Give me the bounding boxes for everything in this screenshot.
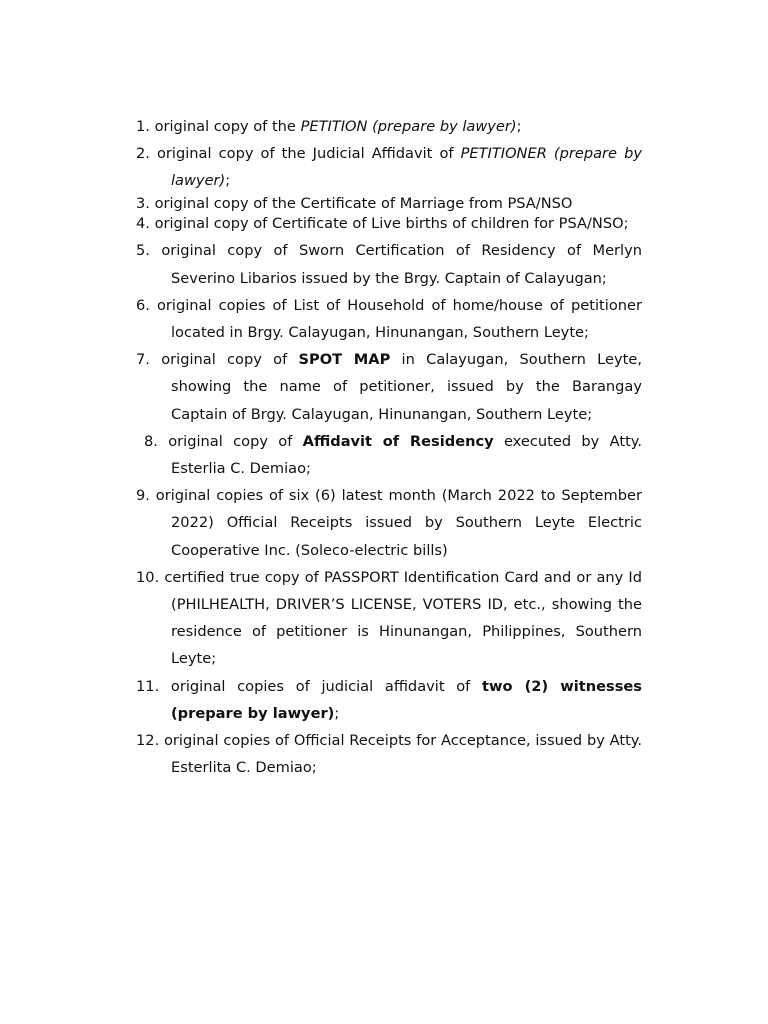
item-text: original copy of the	[149, 118, 301, 135]
item-text: ;	[334, 704, 340, 722]
item-text-bold: SPOT MAP	[298, 351, 391, 369]
item-number: 12.	[136, 731, 160, 749]
item-text: original copy of the Certificate of Marriage from PSA/NSO	[149, 194, 573, 212]
item-number: 6.	[136, 296, 150, 314]
item-text-bold: two (2) witnesses (prepare by lawyer)	[171, 677, 642, 722]
item-number: 9.	[136, 487, 150, 505]
item-text: ;	[225, 172, 231, 190]
item-number: 8.	[144, 432, 158, 450]
item-number: 2.	[136, 145, 150, 163]
item-text: executed by Atty. Esterlia C. Demiao;	[171, 432, 642, 477]
item-number: 4.	[136, 215, 150, 233]
item-number: 3.	[136, 194, 150, 212]
list-item	[136, 673, 642, 727]
item-text-bold: Affidavit of Residency	[302, 432, 494, 450]
item-text: original copy of the Judicial Affidavit of	[149, 145, 461, 163]
requirements-list	[136, 113, 642, 781]
list-item	[136, 482, 642, 564]
item-text: certified true copy of PASSPORT Identification Card and or any Id (PHILHEALTH, DRIVER’S LICENSE, VOTERS ID, etc., showing the residence of petitioner is Hinunangan, Philippines, Southern Leyte;	[159, 568, 642, 668]
item-text: original copies of List of Household of home/house of petitioner located in Brgy. Calayugan, Hinunangan, Southern Leyte;	[149, 296, 642, 341]
item-text: original copy of Sworn Certification of Residency of Merlyn Severino Libarios issued by the Brgy. Captain of Calayugan;	[149, 242, 642, 287]
item-text: ;	[516, 118, 522, 135]
item-text: original copies of Official Receipts for Acceptance, issued by Atty. Esterlita C. Demiao;	[159, 731, 642, 777]
list-item	[136, 210, 642, 237]
list-item	[136, 292, 642, 346]
item-text: original copy of	[149, 351, 299, 369]
item-number: 11.	[136, 677, 160, 695]
item-number: 5.	[136, 242, 150, 260]
list-item	[136, 346, 642, 428]
item-text: original copy of	[157, 432, 303, 450]
item-text: in Calayugan, Southern Leyte, showing the name of petitioner, issued by the Barangay Captain of Brgy. Calayugan, Hinunangan, Southern Leyte;	[171, 351, 642, 423]
list-item	[136, 428, 642, 482]
list-item	[136, 140, 642, 194]
list-item	[136, 564, 642, 673]
item-text-italic: PETITION (prepare by lawyer)	[300, 118, 517, 135]
item-number: 7.	[136, 351, 150, 369]
item-text: original copies of judicial affidavit of	[159, 677, 483, 695]
item-text-italic: PETITIONER (prepare by lawyer)	[171, 145, 642, 190]
list-item	[136, 237, 642, 291]
item-number: 10.	[136, 568, 160, 586]
item-text: original copies of six (6) latest month (March 2022 to September 2022) Official Receipts issued by Southern Leyte Electric Cooperative Inc. (Soleco-electric bills)	[149, 487, 642, 559]
item-number: 1.	[136, 118, 150, 135]
list-item	[136, 113, 642, 140]
item-text: original copy of Certificate of Live births of children for PSA/NSO;	[149, 215, 629, 233]
list-item	[136, 727, 642, 781]
